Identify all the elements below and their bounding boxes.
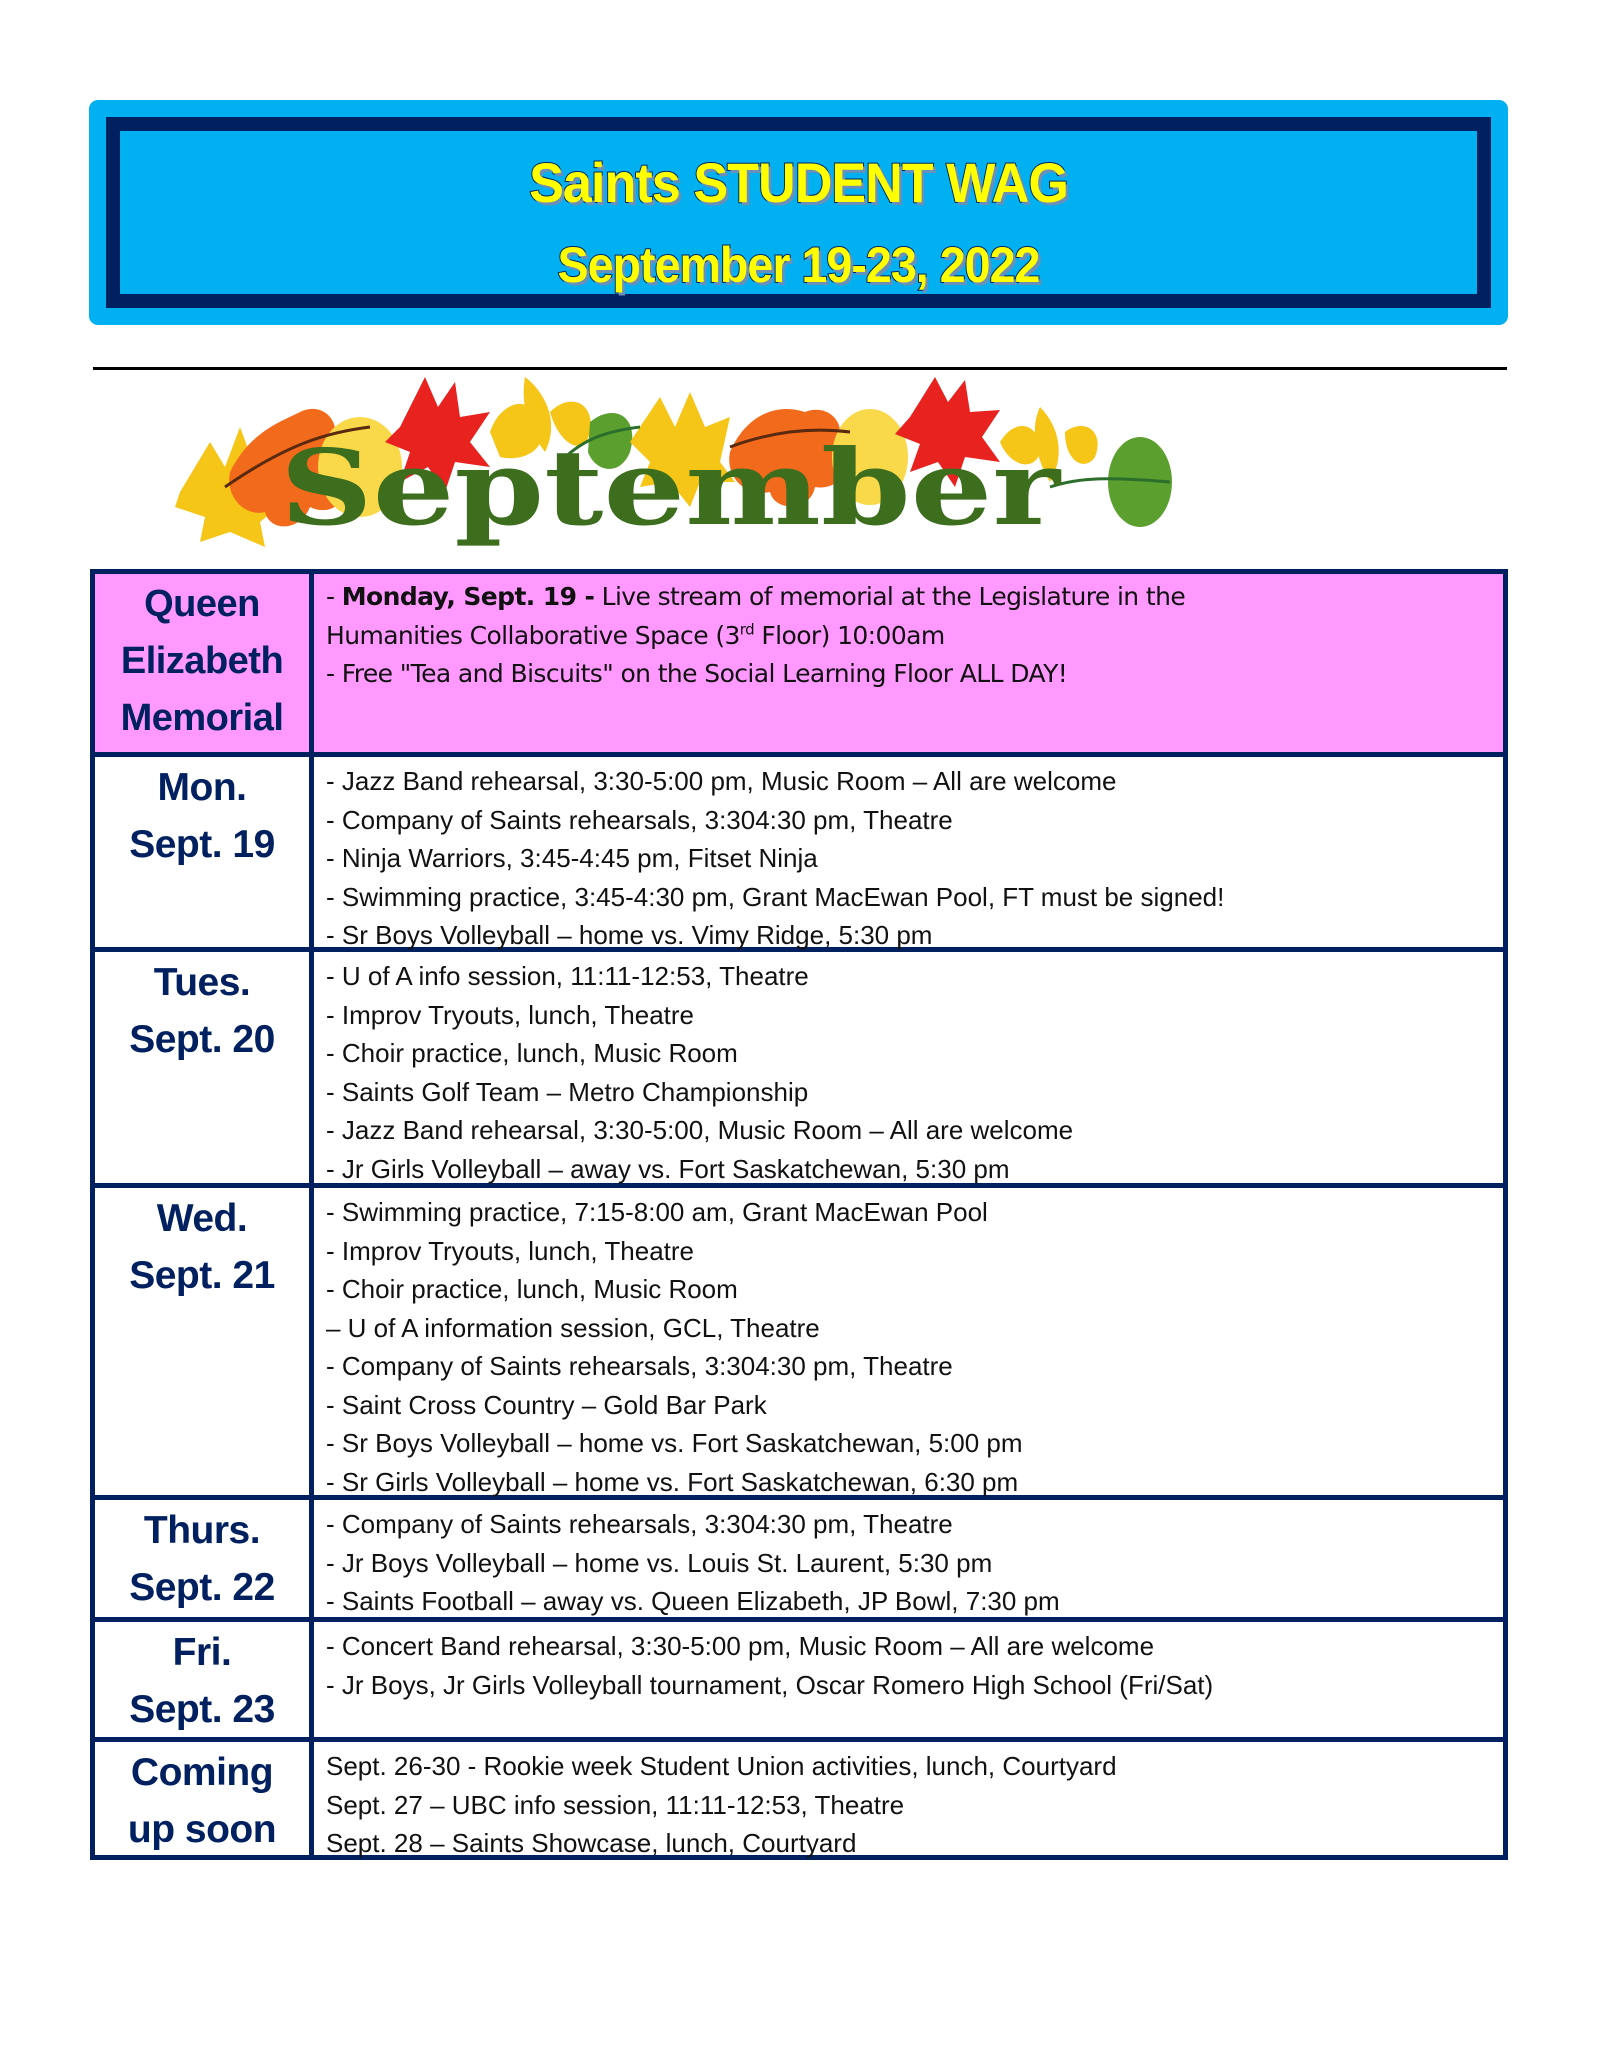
horizontal-divider — [93, 367, 1507, 370]
events-cell — [314, 1500, 1503, 1617]
events-cell — [314, 952, 1503, 1183]
event-item: - U of A info session, 11:11-12:53, Theatre — [326, 961, 809, 991]
event-item: - Saints Golf Team – Metro Championship — [326, 1076, 809, 1107]
event-item: - Swimming practice, 7:15-8:00 am, Grant MacEwan Pool — [326, 1197, 988, 1227]
day-label-cell — [95, 574, 314, 752]
event-item: - Jazz Band rehearsal, 3:30-5:00 pm, Music Room – All are welcome — [326, 766, 1117, 796]
event-item: - Saints Football – away vs. Queen Elizabeth, JP Bowl, 7:30 pm — [326, 1586, 1060, 1616]
table-row-friday — [95, 1617, 1503, 1737]
day-label-line: up soon — [127, 1808, 277, 1851]
day-label-line: Fri. — [172, 1631, 232, 1674]
table-row-wednesday — [95, 1183, 1503, 1495]
day-label-cell — [95, 1188, 314, 1495]
event-item: Sept. 28 – Saints Showcase, lunch, Courtyard — [326, 1828, 857, 1858]
event-item: - Swimming practice, 3:45-4:30 pm, Grant MacEwan Pool, FT must be signed! — [326, 881, 1225, 912]
autumn-leaves-icon — [170, 372, 1430, 557]
header-banner — [89, 100, 1508, 325]
event-item — [326, 578, 1503, 617]
day-label-line: Elizabeth — [120, 640, 284, 682]
event-item: - Concert Band rehearsal, 3:30-5:00 pm, Music Room – All are welcome — [326, 1631, 1155, 1661]
event-item: - Sr Boys Volleyball – home vs. Vimy Ridge, 5:30 pm — [326, 920, 933, 950]
header-frame — [106, 117, 1491, 308]
events-cell — [314, 757, 1503, 950]
day-label-line: Sept. 23 — [129, 1688, 275, 1731]
event-item: - Improv Tryouts, lunch, Theatre — [326, 1235, 694, 1266]
event-item: Sept. 26-30 - Rookie week Student Union activities, lunch, Courtyard — [326, 1751, 1117, 1781]
september-leaves-banner — [170, 372, 1430, 557]
table-row-memorial — [95, 574, 1503, 752]
event-item: - Jr Boys, Jr Girls Volleyball tournament, Oscar Romero High School (Fri/Sat) — [326, 1669, 1214, 1700]
day-label-line: Sept. 22 — [129, 1566, 275, 1609]
table-row-coming-up-soon — [95, 1737, 1503, 1858]
event-prefix: - — [326, 582, 342, 611]
day-label-line: Tues. — [153, 961, 251, 1004]
day-label-cell — [95, 1500, 314, 1617]
event-item — [326, 617, 1503, 656]
svg-text:September: September — [280, 426, 1062, 549]
event-item: - Company of Saints rehearsals, 3:304:30 pm, Theatre — [326, 804, 953, 835]
date-range-subtitle: September 19-23, 2022 — [557, 237, 1040, 293]
table-row-thursday — [95, 1495, 1503, 1617]
day-label-cell — [95, 1742, 314, 1855]
event-item: - Sr Girls Volleyball – home vs. Fort Saskatchewan, 6:30 pm — [326, 1466, 1019, 1497]
event-text: Humanities Collaborative Space (3 — [326, 620, 740, 650]
day-label-line: Sept. 21 — [129, 1254, 275, 1297]
event-item: - Choir practice, lunch, Music Room — [326, 1038, 738, 1068]
page-title: Saints STUDENT WAG — [529, 151, 1068, 214]
day-label-line: Sept. 20 — [129, 1018, 275, 1061]
event-item: - Ninja Warriors, 3:45-4:45 pm, Fitset Ninja — [326, 843, 818, 873]
day-label-line: Wed. — [156, 1197, 248, 1240]
day-label-line: Queen — [144, 583, 260, 625]
event-item: - Jazz Band rehearsal, 3:30-5:00, Music Room – All are welcome — [326, 1115, 1074, 1145]
day-label-cell — [95, 757, 314, 947]
event-date-bold: Monday, Sept. 19 - — [341, 582, 595, 611]
event-text: Floor) 10:00am — [754, 620, 945, 650]
event-item: - Choir practice, lunch, Music Room — [326, 1274, 738, 1304]
day-label-line: Mon. — [157, 766, 247, 809]
event-item: - Saint Cross Country – Gold Bar Park — [326, 1389, 767, 1420]
event-item: - Improv Tryouts, lunch, Theatre — [326, 999, 694, 1030]
event-item: - Sr Boys Volleyball – home vs. Fort Saskatchewan, 5:00 pm — [326, 1428, 1023, 1458]
day-label-cell — [95, 1622, 314, 1737]
day-label-line: Thurs. — [143, 1509, 261, 1552]
day-label-line: Memorial — [120, 697, 284, 739]
day-label-line: Coming — [130, 1751, 274, 1794]
event-item: Sept. 27 – UBC info session, 11:11-12:53, Theatre — [326, 1789, 905, 1820]
events-table — [90, 569, 1508, 1860]
event-item: - Jr Girls Volleyball – away vs. Fort Saskatchewan, 5:30 pm — [326, 1153, 1010, 1184]
event-item: - Free "Tea and Biscuits" on the Social Learning Floor ALL DAY! — [326, 659, 1068, 688]
event-item: - Company of Saints rehearsals, 3:304:30 pm, Theatre — [326, 1509, 953, 1539]
ordinal-suffix: rd — [739, 620, 755, 639]
day-label-line: Sept. 19 — [129, 823, 275, 866]
event-item: - Company of Saints rehearsals, 3:304:30 pm, Theatre — [326, 1351, 953, 1381]
events-cell — [314, 1742, 1503, 1858]
event-item: – U of A information session, GCL, Theatre — [326, 1312, 820, 1343]
day-label-cell — [95, 952, 314, 1183]
table-row-monday — [95, 752, 1503, 950]
table-row-tuesday — [95, 947, 1503, 1183]
event-item: - Jr Boys Volleyball – home vs. Louis St. Laurent, 5:30 pm — [326, 1547, 993, 1578]
events-cell — [314, 1622, 1503, 1737]
event-text: Live stream of memorial at the Legislature in the — [594, 582, 1186, 611]
events-cell — [314, 1188, 1503, 1495]
events-cell — [314, 574, 1503, 752]
